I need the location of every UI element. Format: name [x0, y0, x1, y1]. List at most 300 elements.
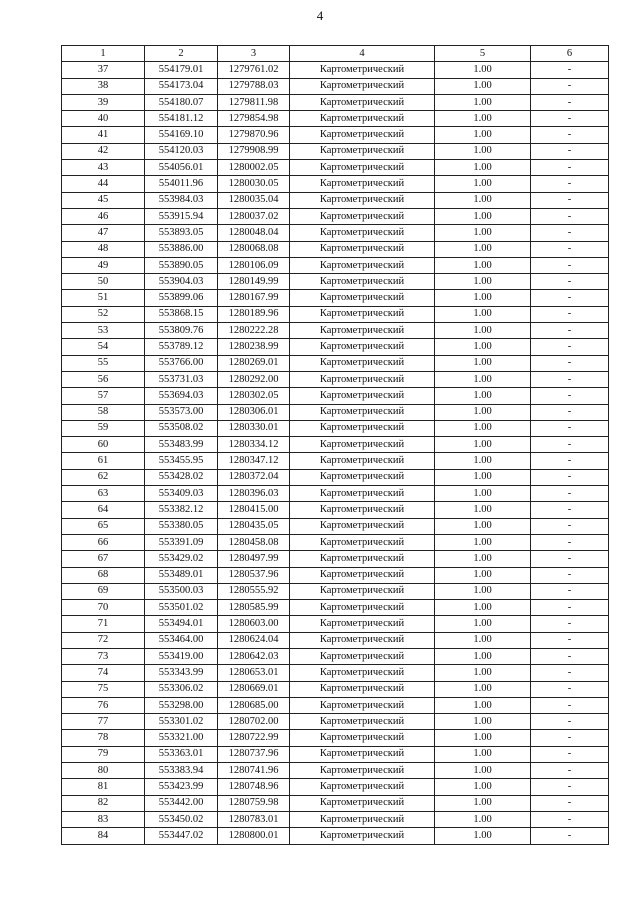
table-cell-col-2: 553343.99 — [145, 665, 218, 681]
table-cell-col-1: 75 — [62, 681, 145, 697]
table-cell-col-5: 1.00 — [435, 469, 531, 485]
table-cell-col-6: - — [531, 811, 609, 827]
table-cell-col-6: - — [531, 371, 609, 387]
column-header-3: 3 — [218, 46, 290, 62]
table-cell-col-3: 1280748.96 — [218, 779, 290, 795]
table-cell-col-4: Картометрический — [290, 160, 435, 176]
table-row — [62, 388, 609, 404]
table-row — [62, 502, 609, 518]
table-cell-col-1: 63 — [62, 486, 145, 502]
table-cell-col-1: 77 — [62, 714, 145, 730]
table-cell-col-4: Картометрический — [290, 632, 435, 648]
table-cell-col-3: 1280068.08 — [218, 241, 290, 257]
table-cell-col-6: - — [531, 306, 609, 322]
table-cell-col-5: 1.00 — [435, 518, 531, 534]
column-header-4: 4 — [290, 46, 435, 62]
table-cell-col-3: 1279870.96 — [218, 127, 290, 143]
table-cell-col-5: 1.00 — [435, 404, 531, 420]
table-row — [62, 127, 609, 143]
table-cell-col-2: 553321.00 — [145, 730, 218, 746]
table-cell-col-3: 1280372.04 — [218, 469, 290, 485]
table-cell-col-3: 1280741.96 — [218, 763, 290, 779]
table-cell-col-2: 553298.00 — [145, 697, 218, 713]
table-cell-col-3: 1280537.96 — [218, 567, 290, 583]
table-cell-col-1: 65 — [62, 518, 145, 534]
column-header-2: 2 — [145, 46, 218, 62]
table-cell-col-3: 1280334.12 — [218, 437, 290, 453]
table-cell-col-1: 68 — [62, 567, 145, 583]
table-cell-col-6: - — [531, 632, 609, 648]
table-cell-col-4: Картометрический — [290, 78, 435, 94]
table-row — [62, 518, 609, 534]
table-cell-col-2: 553508.02 — [145, 420, 218, 436]
table-cell-col-3: 1280222.28 — [218, 323, 290, 339]
table-cell-col-6: - — [531, 257, 609, 273]
table-row — [62, 339, 609, 355]
table-cell-col-4: Картометрический — [290, 648, 435, 664]
table-cell-col-3: 1280292.00 — [218, 371, 290, 387]
table-cell-col-1: 61 — [62, 453, 145, 469]
table-row — [62, 192, 609, 208]
table-cell-col-2: 553382.12 — [145, 502, 218, 518]
column-header-1: 1 — [62, 46, 145, 62]
table-cell-col-5: 1.00 — [435, 306, 531, 322]
table-cell-col-1: 64 — [62, 502, 145, 518]
table-cell-col-3: 1280269.01 — [218, 355, 290, 371]
table-cell-col-2: 553306.02 — [145, 681, 218, 697]
table-row — [62, 795, 609, 811]
table-cell-col-6: - — [531, 127, 609, 143]
table-cell-col-6: - — [531, 502, 609, 518]
table-cell-col-5: 1.00 — [435, 355, 531, 371]
table-cell-col-3: 1280302.05 — [218, 388, 290, 404]
table-cell-col-1: 73 — [62, 648, 145, 664]
table-cell-col-5: 1.00 — [435, 551, 531, 567]
table-cell-col-2: 554169.10 — [145, 127, 218, 143]
table-cell-col-2: 553447.02 — [145, 828, 218, 844]
table-cell-col-2: 553409.03 — [145, 486, 218, 502]
table-cell-col-4: Картометрический — [290, 811, 435, 827]
table-cell-col-5: 1.00 — [435, 600, 531, 616]
table-row — [62, 94, 609, 110]
table-cell-col-1: 37 — [62, 62, 145, 78]
table-cell-col-2: 553380.05 — [145, 518, 218, 534]
table-cell-col-1: 55 — [62, 355, 145, 371]
table-row — [62, 714, 609, 730]
table-cell-col-4: Картометрический — [290, 371, 435, 387]
table-cell-col-2: 553890.05 — [145, 257, 218, 273]
table-cell-col-4: Картометрический — [290, 208, 435, 224]
table-cell-col-6: - — [531, 616, 609, 632]
table-row — [62, 274, 609, 290]
table-cell-col-4: Картометрический — [290, 616, 435, 632]
table-cell-col-2: 553809.76 — [145, 323, 218, 339]
table-cell-col-6: - — [531, 404, 609, 420]
table-cell-col-5: 1.00 — [435, 534, 531, 550]
table-cell-col-6: - — [531, 290, 609, 306]
table-cell-col-4: Картометрический — [290, 763, 435, 779]
table-cell-col-4: Картометрический — [290, 714, 435, 730]
table-cell-col-2: 553464.00 — [145, 632, 218, 648]
table-cell-col-3: 1280603.00 — [218, 616, 290, 632]
table-header-row — [62, 46, 609, 62]
table-cell-col-6: - — [531, 437, 609, 453]
table-cell-col-1: 70 — [62, 600, 145, 616]
table-cell-col-5: 1.00 — [435, 437, 531, 453]
table-cell-col-6: - — [531, 208, 609, 224]
table-cell-col-4: Картометрический — [290, 339, 435, 355]
table-cell-col-4: Картометрический — [290, 502, 435, 518]
table-cell-col-2: 553915.94 — [145, 208, 218, 224]
table-row — [62, 453, 609, 469]
table-cell-col-4: Картометрический — [290, 779, 435, 795]
table-cell-col-2: 553899.06 — [145, 290, 218, 306]
table-cell-col-5: 1.00 — [435, 94, 531, 110]
table-cell-col-4: Картометрический — [290, 746, 435, 762]
table-row — [62, 811, 609, 827]
table-cell-col-5: 1.00 — [435, 208, 531, 224]
table-row — [62, 420, 609, 436]
table-cell-col-3: 1280722.99 — [218, 730, 290, 746]
table-cell-col-6: - — [531, 486, 609, 502]
table-cell-col-2: 553868.15 — [145, 306, 218, 322]
table-cell-col-5: 1.00 — [435, 176, 531, 192]
table-cell-col-3: 1280149.99 — [218, 274, 290, 290]
table-row — [62, 583, 609, 599]
table-cell-col-1: 56 — [62, 371, 145, 387]
column-header-6: 6 — [531, 46, 609, 62]
table-row — [62, 78, 609, 94]
table-cell-col-3: 1280669.01 — [218, 681, 290, 697]
table-cell-col-5: 1.00 — [435, 714, 531, 730]
table-cell-col-2: 553419.00 — [145, 648, 218, 664]
table-row — [62, 828, 609, 844]
table-cell-col-1: 57 — [62, 388, 145, 404]
table-cell-col-1: 44 — [62, 176, 145, 192]
table-row — [62, 730, 609, 746]
table-cell-col-1: 58 — [62, 404, 145, 420]
table-cell-col-2: 553301.02 — [145, 714, 218, 730]
table-cell-col-1: 50 — [62, 274, 145, 290]
table-cell-col-2: 553363.01 — [145, 746, 218, 762]
table-row — [62, 600, 609, 616]
table-row — [62, 290, 609, 306]
table-cell-col-5: 1.00 — [435, 111, 531, 127]
table-cell-col-4: Картометрический — [290, 453, 435, 469]
table-cell-col-5: 1.00 — [435, 62, 531, 78]
table-cell-col-4: Картометрический — [290, 730, 435, 746]
table-cell-col-1: 42 — [62, 143, 145, 159]
table-cell-col-2: 553494.01 — [145, 616, 218, 632]
table-cell-col-6: - — [531, 420, 609, 436]
table-row — [62, 62, 609, 78]
table-row — [62, 160, 609, 176]
table-row — [62, 257, 609, 273]
table-cell-col-4: Картометрический — [290, 828, 435, 844]
table-cell-col-4: Картометрический — [290, 420, 435, 436]
table-cell-col-4: Картометрический — [290, 290, 435, 306]
table-cell-col-1: 78 — [62, 730, 145, 746]
table-cell-col-6: - — [531, 681, 609, 697]
table-cell-col-5: 1.00 — [435, 274, 531, 290]
table-cell-col-3: 1280737.96 — [218, 746, 290, 762]
table-cell-col-6: - — [531, 94, 609, 110]
column-header-5: 5 — [435, 46, 531, 62]
table-cell-col-6: - — [531, 62, 609, 78]
table-cell-col-4: Картометрический — [290, 257, 435, 273]
table-cell-col-3: 1280035.04 — [218, 192, 290, 208]
table-cell-col-5: 1.00 — [435, 339, 531, 355]
table-cell-col-4: Картометрический — [290, 143, 435, 159]
table-cell-col-4: Картометрический — [290, 600, 435, 616]
table-cell-col-5: 1.00 — [435, 127, 531, 143]
table-cell-col-1: 41 — [62, 127, 145, 143]
table-cell-col-2: 553429.02 — [145, 551, 218, 567]
table-cell-col-2: 553731.03 — [145, 371, 218, 387]
table-cell-col-1: 69 — [62, 583, 145, 599]
table-cell-col-6: - — [531, 714, 609, 730]
table-cell-col-2: 553766.00 — [145, 355, 218, 371]
table-row — [62, 371, 609, 387]
table-row — [62, 648, 609, 664]
table-cell-col-2: 553391.09 — [145, 534, 218, 550]
table-row — [62, 208, 609, 224]
table-cell-col-5: 1.00 — [435, 290, 531, 306]
table-cell-col-2: 554120.03 — [145, 143, 218, 159]
table-cell-col-5: 1.00 — [435, 453, 531, 469]
table-cell-col-5: 1.00 — [435, 665, 531, 681]
table-cell-col-2: 553500.03 — [145, 583, 218, 599]
table-cell-col-2: 553423.99 — [145, 779, 218, 795]
table-cell-col-6: - — [531, 388, 609, 404]
table-cell-col-3: 1280106.09 — [218, 257, 290, 273]
table-cell-col-3: 1279788.03 — [218, 78, 290, 94]
table-cell-col-6: - — [531, 355, 609, 371]
table-cell-col-4: Картометрический — [290, 274, 435, 290]
table-cell-col-4: Картометрический — [290, 355, 435, 371]
table-cell-col-6: - — [531, 241, 609, 257]
table-cell-col-4: Картометрический — [290, 192, 435, 208]
table-cell-col-4: Картометрический — [290, 323, 435, 339]
table-row — [62, 746, 609, 762]
table-cell-col-6: - — [531, 111, 609, 127]
table-cell-col-5: 1.00 — [435, 241, 531, 257]
table-cell-col-1: 66 — [62, 534, 145, 550]
table-row — [62, 355, 609, 371]
table-cell-col-2: 553428.02 — [145, 469, 218, 485]
table-cell-col-1: 40 — [62, 111, 145, 127]
table-cell-col-2: 554011.96 — [145, 176, 218, 192]
table-cell-col-3: 1279811.98 — [218, 94, 290, 110]
table-cell-col-3: 1280330.01 — [218, 420, 290, 436]
table-cell-col-3: 1279761.02 — [218, 62, 290, 78]
table-cell-col-2: 553789.12 — [145, 339, 218, 355]
table-cell-col-3: 1280415.00 — [218, 502, 290, 518]
table-row — [62, 225, 609, 241]
table-cell-col-4: Картометрический — [290, 697, 435, 713]
table-cell-col-5: 1.00 — [435, 78, 531, 94]
table-row — [62, 176, 609, 192]
table-cell-col-6: - — [531, 225, 609, 241]
table-cell-col-3: 1280048.04 — [218, 225, 290, 241]
table-cell-col-3: 1280189.96 — [218, 306, 290, 322]
table-row — [62, 779, 609, 795]
table-cell-col-2: 553573.00 — [145, 404, 218, 420]
table-row — [62, 697, 609, 713]
table-cell-col-3: 1280702.00 — [218, 714, 290, 730]
table-cell-col-6: - — [531, 665, 609, 681]
table-cell-col-4: Картометрический — [290, 127, 435, 143]
table-cell-col-5: 1.00 — [435, 160, 531, 176]
table-body — [62, 62, 609, 844]
table-cell-col-1: 53 — [62, 323, 145, 339]
table-cell-col-1: 72 — [62, 632, 145, 648]
table-cell-col-4: Картометрический — [290, 241, 435, 257]
table-cell-col-4: Картометрический — [290, 518, 435, 534]
table-cell-col-5: 1.00 — [435, 502, 531, 518]
table-cell-col-2: 554180.07 — [145, 94, 218, 110]
table-cell-col-6: - — [531, 469, 609, 485]
table-cell-col-5: 1.00 — [435, 763, 531, 779]
table-cell-col-2: 553893.05 — [145, 225, 218, 241]
table-cell-col-3: 1280167.99 — [218, 290, 290, 306]
table-cell-col-2: 553483.99 — [145, 437, 218, 453]
table-cell-col-5: 1.00 — [435, 567, 531, 583]
table-cell-col-6: - — [531, 600, 609, 616]
table-cell-col-6: - — [531, 534, 609, 550]
table-cell-col-4: Картометрический — [290, 225, 435, 241]
table-cell-col-2: 553501.02 — [145, 600, 218, 616]
table-cell-col-1: 43 — [62, 160, 145, 176]
table-cell-col-2: 554173.04 — [145, 78, 218, 94]
table-cell-col-1: 59 — [62, 420, 145, 436]
table-cell-col-4: Картометрический — [290, 681, 435, 697]
table-cell-col-3: 1279908.99 — [218, 143, 290, 159]
table-cell-col-1: 74 — [62, 665, 145, 681]
table-cell-col-4: Картометрический — [290, 583, 435, 599]
table-cell-col-3: 1280685.00 — [218, 697, 290, 713]
table-cell-col-1: 48 — [62, 241, 145, 257]
table-cell-col-5: 1.00 — [435, 323, 531, 339]
table-cell-col-2: 553694.03 — [145, 388, 218, 404]
table-cell-col-2: 553455.95 — [145, 453, 218, 469]
table-cell-col-6: - — [531, 697, 609, 713]
table-cell-col-1: 45 — [62, 192, 145, 208]
table-cell-col-1: 38 — [62, 78, 145, 94]
table-cell-col-4: Картометрический — [290, 404, 435, 420]
table-row — [62, 616, 609, 632]
table-cell-col-6: - — [531, 730, 609, 746]
table-row — [62, 763, 609, 779]
table-cell-col-3: 1280002.05 — [218, 160, 290, 176]
table-cell-col-3: 1280396.03 — [218, 486, 290, 502]
table-cell-col-1: 82 — [62, 795, 145, 811]
table-cell-col-3: 1280642.03 — [218, 648, 290, 664]
table-cell-col-5: 1.00 — [435, 192, 531, 208]
table-cell-col-1: 49 — [62, 257, 145, 273]
table-cell-col-3: 1280800.01 — [218, 828, 290, 844]
page-number: 4 — [316, 8, 324, 23]
table-cell-col-5: 1.00 — [435, 811, 531, 827]
table-cell-col-6: - — [531, 795, 609, 811]
table-cell-col-3: 1280238.99 — [218, 339, 290, 355]
table-row — [62, 681, 609, 697]
table-cell-col-1: 39 — [62, 94, 145, 110]
table-cell-col-5: 1.00 — [435, 697, 531, 713]
table-cell-col-1: 52 — [62, 306, 145, 322]
table-cell-col-3: 1280555.92 — [218, 583, 290, 599]
table-cell-col-5: 1.00 — [435, 583, 531, 599]
table-cell-col-3: 1280497.99 — [218, 551, 290, 567]
table-cell-col-6: - — [531, 78, 609, 94]
table-cell-col-5: 1.00 — [435, 388, 531, 404]
table-cell-col-1: 47 — [62, 225, 145, 241]
table-cell-col-3: 1280030.05 — [218, 176, 290, 192]
table-cell-col-1: 71 — [62, 616, 145, 632]
table-cell-col-1: 81 — [62, 779, 145, 795]
table-cell-col-5: 1.00 — [435, 730, 531, 746]
table-cell-col-1: 84 — [62, 828, 145, 844]
table-cell-col-6: - — [531, 828, 609, 844]
table-cell-col-2: 554056.01 — [145, 160, 218, 176]
table-cell-col-1: 67 — [62, 551, 145, 567]
table-cell-col-1: 54 — [62, 339, 145, 355]
table-cell-col-2: 553904.03 — [145, 274, 218, 290]
table-cell-col-3: 1280037.02 — [218, 208, 290, 224]
table-row — [62, 323, 609, 339]
table-row — [62, 665, 609, 681]
table-cell-col-4: Картометрический — [290, 176, 435, 192]
table-cell-col-5: 1.00 — [435, 143, 531, 159]
table-row — [62, 534, 609, 550]
table-cell-col-6: - — [531, 192, 609, 208]
table-cell-col-3: 1280306.01 — [218, 404, 290, 420]
table-row — [62, 111, 609, 127]
table-cell-col-4: Картометрический — [290, 94, 435, 110]
table-cell-col-3: 1280585.99 — [218, 600, 290, 616]
table-cell-col-4: Картометрический — [290, 795, 435, 811]
table-cell-col-6: - — [531, 339, 609, 355]
table-cell-col-3: 1280624.04 — [218, 632, 290, 648]
table-cell-col-1: 79 — [62, 746, 145, 762]
table-cell-col-5: 1.00 — [435, 795, 531, 811]
table-cell-col-4: Картометрический — [290, 551, 435, 567]
table-cell-col-6: - — [531, 746, 609, 762]
table-cell-col-1: 76 — [62, 697, 145, 713]
table-row — [62, 143, 609, 159]
table-row — [62, 404, 609, 420]
table-cell-col-5: 1.00 — [435, 486, 531, 502]
table-cell-col-3: 1280458.08 — [218, 534, 290, 550]
table-cell-col-2: 554179.01 — [145, 62, 218, 78]
table-cell-col-4: Картометрический — [290, 665, 435, 681]
table-cell-col-2: 553489.01 — [145, 567, 218, 583]
table-cell-col-3: 1280435.05 — [218, 518, 290, 534]
table-row — [62, 241, 609, 257]
table-cell-col-1: 51 — [62, 290, 145, 306]
table-cell-col-2: 553442.00 — [145, 795, 218, 811]
table-cell-col-2: 553886.00 — [145, 241, 218, 257]
table-cell-col-4: Картометрический — [290, 567, 435, 583]
table-cell-col-4: Картометрический — [290, 534, 435, 550]
table-cell-col-6: - — [531, 143, 609, 159]
table-cell-col-5: 1.00 — [435, 371, 531, 387]
table-cell-col-2: 553984.03 — [145, 192, 218, 208]
table-cell-col-3: 1280653.01 — [218, 665, 290, 681]
table-cell-col-5: 1.00 — [435, 632, 531, 648]
table-cell-col-5: 1.00 — [435, 681, 531, 697]
table-row — [62, 551, 609, 567]
